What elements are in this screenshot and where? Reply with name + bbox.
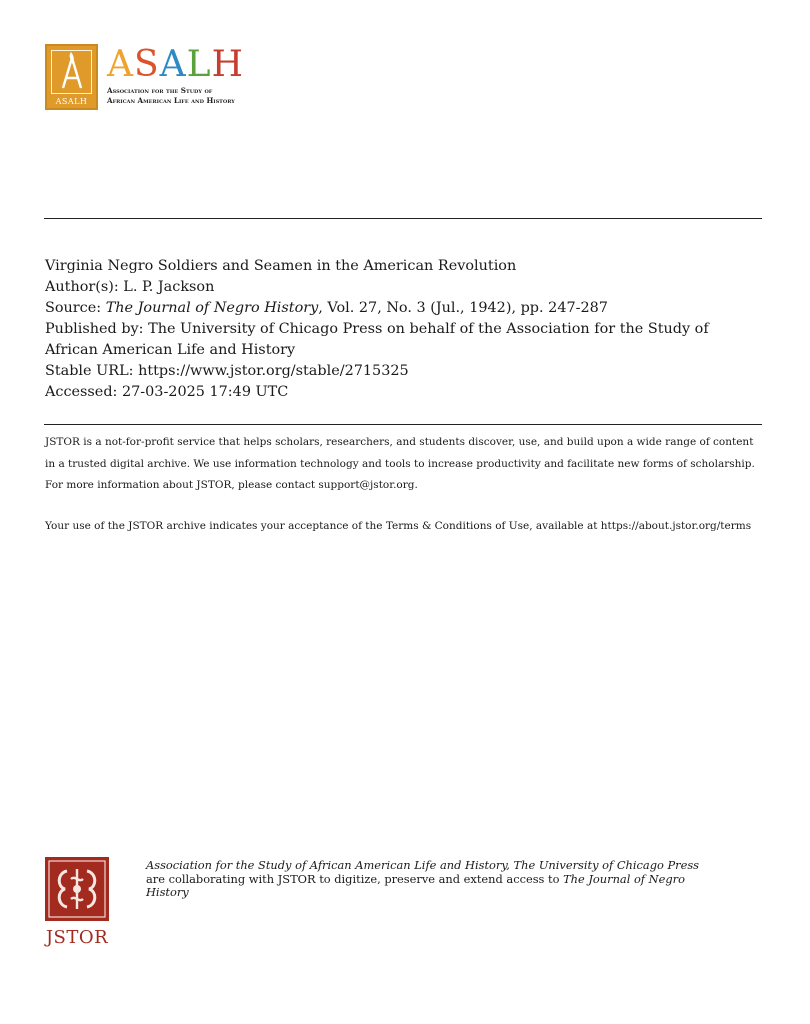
stable-url-link[interactable]: https://www.jstor.org/stable/2715325 [138, 363, 409, 379]
stable-url-line [45, 361, 765, 382]
author-name: L. P. Jackson [123, 279, 215, 295]
jstor-notice-paragraph: JSTOR is a not-for-profit service that helps scholars, researchers, and students discover, use, and build upon a wide range of content in a trusted digital archive. We use information technology and tools to increase productivity and facilitate new forms of scholarship. For more information about JSTOR, please contact support@jstor.org. [45, 436, 755, 491]
asalh-subtitle [107, 86, 235, 106]
middle-divider [44, 424, 762, 425]
asalh-subtitle-line2: African American Life and History [107, 96, 235, 105]
source-line [45, 298, 765, 319]
terms-notice-paragraph: Your use of the JSTOR archive indicates your acceptance of the Terms & Conditions of Use, available at https://about.jstor.org/terms [45, 520, 752, 532]
collaboration-statement [146, 859, 706, 900]
article-title: Virginia Negro Soldiers and Seamen in the American Revolution [45, 258, 517, 274]
author-line [45, 277, 765, 298]
accessed-label: Accessed: [45, 384, 118, 400]
asalh-subtitle-line1: Association for the Study of [107, 86, 213, 95]
top-divider [44, 218, 762, 219]
stable-url-label: Stable URL: [45, 363, 134, 379]
footer-middle: are collaborating with JSTOR to digitize, preserve and extend access to [146, 871, 564, 886]
asalh-wordmark: ASALH [107, 44, 244, 85]
source-journal[interactable]: The Journal of Negro History [105, 300, 319, 316]
published-line [45, 319, 765, 361]
published-label: Published by: [45, 321, 144, 337]
jstor-logo [45, 857, 109, 949]
citation-block [45, 256, 765, 403]
jstor-emblem-icon [45, 857, 109, 921]
accessed-value: 27-03-2025 17:49 UTC [121, 384, 289, 400]
source-label: Source: [45, 300, 102, 316]
asalh-badge-label: ASALH [55, 97, 88, 106]
jstor-wordmark: JSTOR [45, 927, 109, 948]
source-details: , Vol. 27, No. 3 (Jul., 1942), pp. 247-287 [318, 300, 608, 316]
accessed-line [45, 382, 765, 403]
author-label: Author(s): [45, 279, 119, 295]
asalh-emblem-icon [45, 44, 98, 110]
published-value: The University of Chicago Press on behalf of the Association for the Study of African American Life and History [45, 321, 709, 358]
footer-parties: Association for the Study of African American Life and History, The University of Chicago Press [146, 858, 700, 872]
asalh-logo [45, 44, 275, 112]
footer-journal: The Journal of Negro History [146, 871, 685, 899]
